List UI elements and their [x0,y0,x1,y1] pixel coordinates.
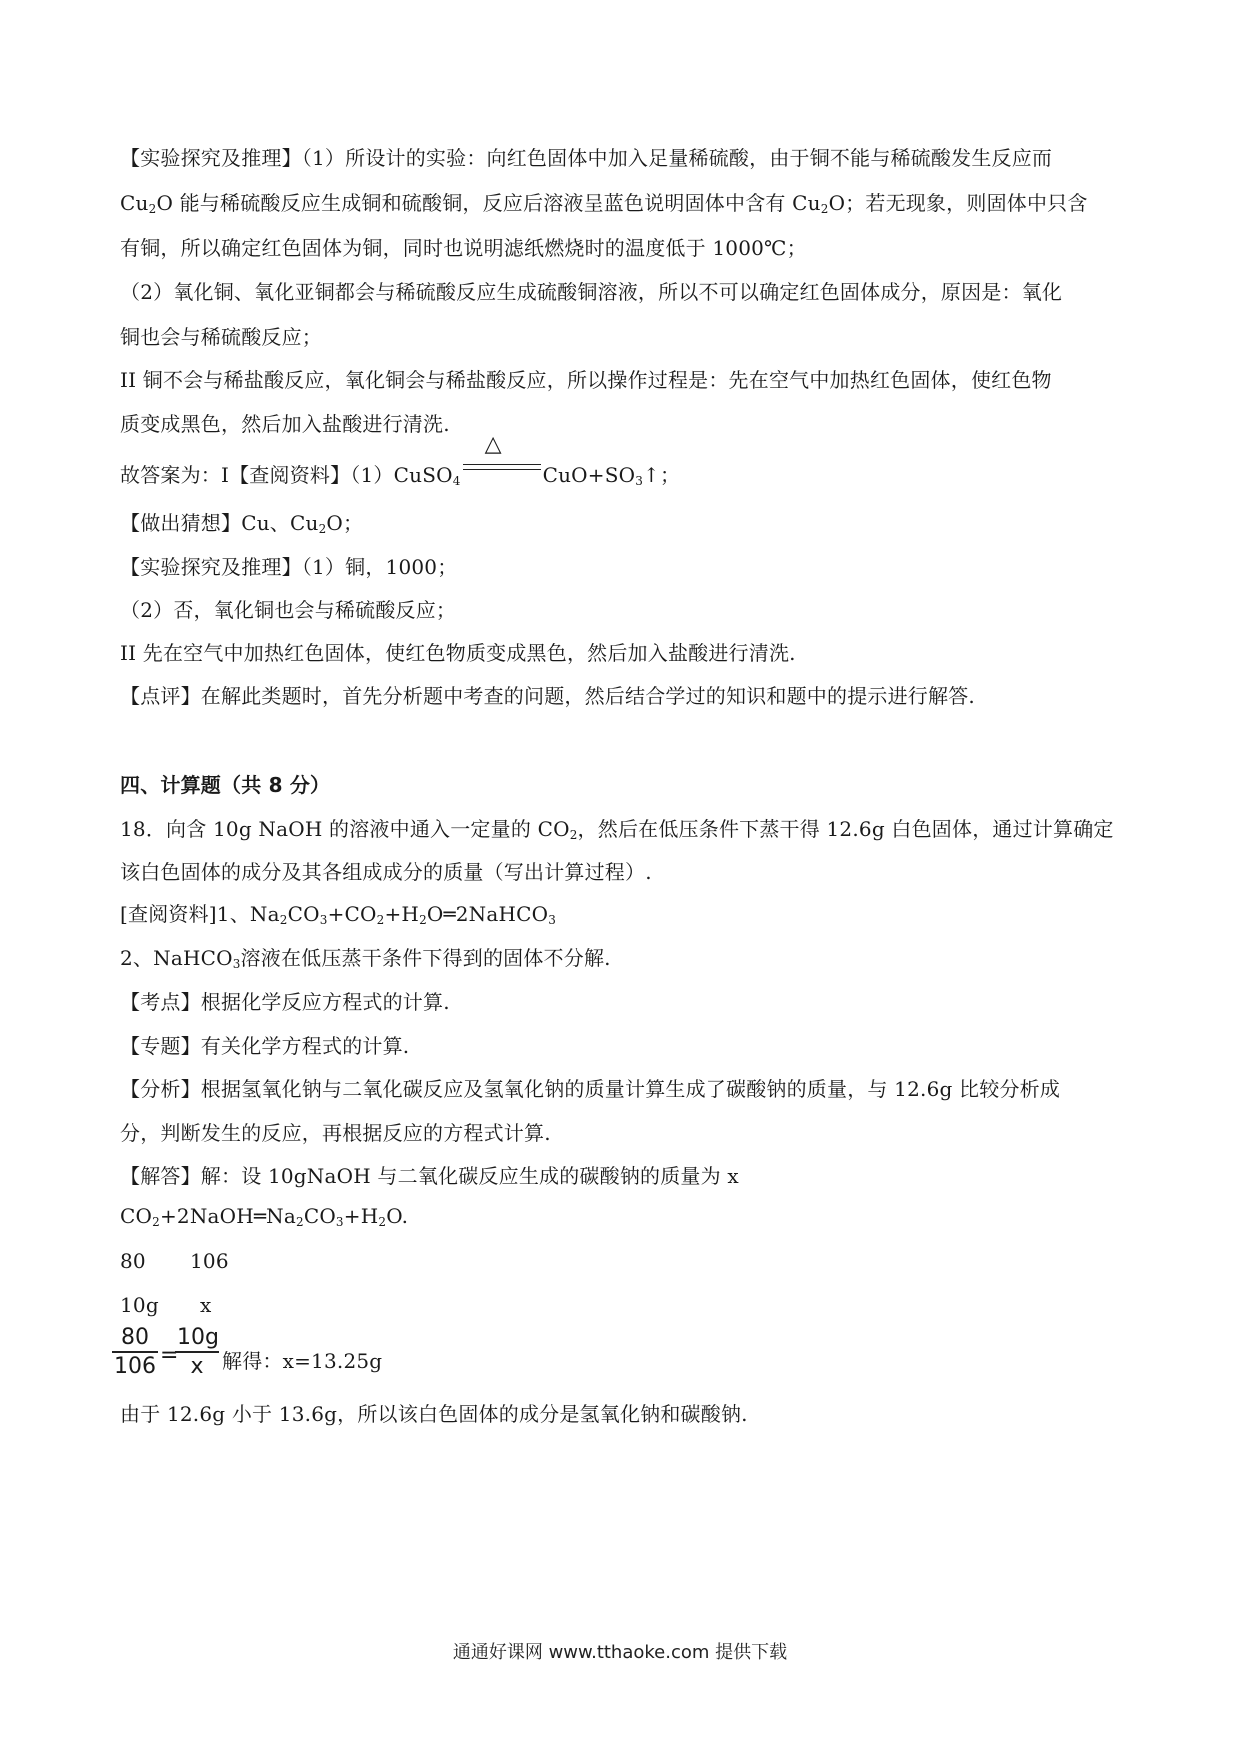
footer-text: 通通好课网 www.tthaoke.com 提供下载 [452,1642,788,1663]
subscript: 3 [319,913,328,927]
text: （2）氧化铜、氧化亚铜都会与稀硫酸反应生成硫酸铜溶液，所以不可以确定红色固体成分，原因是：氧化 [120,280,1063,304]
text-line [120,1117,551,1146]
text-line [120,856,652,885]
subscript: 3 [548,913,557,927]
subscript: 2 [152,1215,160,1229]
text: 【点评】在解此类题时，首先分析题中考查的问题，然后结合学过的知识和题中的提示进行解答. [120,684,975,708]
text: 【实验探究及推理】（1）铜，1000； [120,555,458,579]
text-line [120,1249,146,1273]
fraction [175,1325,219,1379]
text: 解得：x=13.25g [222,1349,383,1373]
text: [查阅资料]1、Na [120,902,280,926]
text: ↑； [643,463,681,487]
subscript: 2 [295,1215,304,1229]
fraction-numerator: 10g [177,1325,219,1350]
text-line [120,942,611,971]
fraction-bar [175,1351,219,1353]
text-line [120,551,457,580]
text: x [200,1293,212,1317]
text: CO [287,902,320,926]
text-line [120,408,450,437]
text: 有铜，所以确定红色固体为铜，同时也说明滤纸燃烧时的温度低于 1000℃； [120,236,807,260]
subscript: 2 [279,913,288,927]
text: O；若无现象，则固体中只含 [828,191,1088,215]
text: （2）否，氧化铜也会与稀硫酸反应； [120,598,457,622]
text-line [120,1073,1060,1102]
text: +CO [327,902,377,926]
text: 【做出猜想】Cu、Cu [120,511,319,535]
equals-bar [463,464,541,465]
text-line [120,594,456,623]
text-line [120,187,1088,216]
text: 10g [120,1293,159,1317]
text: 由于 12.6g 小于 13.6g，所以该白色固体的成分是氢氧化钠和碳酸钠. [120,1402,748,1426]
text: CO [120,1204,153,1228]
subscript: 2 [569,828,578,842]
text: 故答案为：I【查阅资料】（1）CuSO [120,463,453,487]
subscript: 2 [148,202,157,216]
text-line [120,637,796,666]
text: 质变成黑色，然后加入盐酸进行清洗. [120,412,450,436]
text: +H [384,902,420,926]
text: 2、NaHCO [120,946,233,970]
text-line [120,276,1062,305]
text-line [120,232,807,261]
text: 【解答】解：设 10gNaOH 与二氧化碳反应生成的碳酸钠的质量为 x [120,1164,739,1188]
text-line [120,432,681,488]
fraction-numerator: 80 [121,1325,149,1350]
text: +H [343,1204,379,1228]
subscript: 2 [376,913,385,927]
text: II 先在空气中加热红色固体，使红色物质变成黑色，然后加入盐酸进行清洗. [120,641,796,665]
text: +2NaOH═Na [159,1204,296,1228]
text-line [120,680,975,709]
subscript: 3 [232,957,241,971]
heating-condition-sign [463,432,541,486]
text-line [120,1204,408,1229]
text: 溶液在低压蒸干条件下得到的固体不分解. [240,946,611,970]
subscript: 2 [318,522,327,536]
text: 106 [190,1249,229,1273]
text-line [120,1293,159,1317]
text: 18．向含 10g NaOH 的溶液中通入一定量的 CO [120,817,570,841]
heading-text: 四、计算题（共 8 分） [120,773,331,797]
text: ，然后在低压条件下蒸干得 12.6g 白色固体，通过计算确定 [577,817,1114,841]
text: O═2NaHCO [426,902,549,926]
text: O； [326,511,364,535]
text-line [120,898,556,927]
text: CO [303,1204,336,1228]
text-line [120,364,1052,393]
text: 该白色固体的成分及其各组成成分的质量（写出计算过程）. [120,860,652,884]
text-line [120,142,1052,171]
text-line [120,507,363,536]
text: 【分析】根据氢氧化钠与二氧化碳反应及氢氧化钠的质量计算生成了碳酸钠的质量，与 12.6g 比较分析成 [120,1077,1061,1101]
text: O. [386,1204,409,1228]
text-line [200,1293,211,1317]
text: 【专题】有关化学方程式的计算. [120,1034,410,1058]
text-line [120,1030,409,1059]
text: 分，判断发生的反应，再根据反应的方程式计算. [120,1121,551,1145]
subscript: 2 [378,1215,387,1229]
text: 【考点】根据化学反应方程式的计算. [120,990,450,1014]
text: II 铜不会与稀盐酸反应，氧化铜会与稀盐酸反应，所以操作过程是：先在空气中加热红色固体，使红色物 [120,368,1052,392]
fraction-denominator: x [190,1354,204,1379]
subscript: 2 [820,202,829,216]
text: 80 [120,1249,146,1273]
section-heading [120,769,330,798]
text: 【实验探究及推理】（1）所设计的实验：向红色固体中加入足量稀硫酸，由于铜不能与稀硫酸发生反应而 [120,146,1053,170]
text: O 能与稀硫酸反应生成铜和硫酸铜，反应后溶液呈蓝色说明固体中含有 Cu [156,191,821,215]
subscript: 3 [335,1215,344,1229]
text: CuO+SO [542,463,636,487]
equals-sign: = [160,1343,179,1368]
text-line [222,1345,382,1374]
text: Cu [120,191,149,215]
subscript: 3 [635,474,644,488]
fraction-bar [112,1351,158,1353]
fraction-denominator: 106 [114,1354,156,1379]
text-line [120,986,450,1015]
text-line [120,813,1114,842]
fraction [112,1325,158,1379]
text: 铜也会与稀硫酸反应； [120,325,322,349]
heat-triangle-icon: △ [484,432,502,457]
text-line [190,1249,229,1273]
text-line [120,1160,739,1189]
equals-bar [463,469,541,470]
text-line [120,1398,748,1427]
subscript: 2 [419,913,427,927]
subscript: 4 [452,474,461,488]
text-line [120,321,322,350]
page-footer [0,1638,1240,1664]
